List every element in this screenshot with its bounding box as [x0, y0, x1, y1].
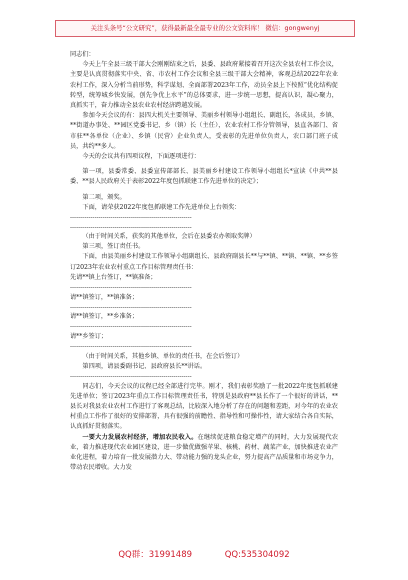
separator-line: ------------------------------------------------------------ — [70, 284, 192, 292]
separator-line: ------------------------------------------------------------ — [70, 323, 192, 331]
agenda-item: 第三项，签订责任书。 — [82, 243, 145, 251]
qq-number-text: QQ:535304092 — [224, 550, 290, 560]
paragraph: 参加今天会议的有：县四大机关主要领导、美丽乡村领导小组组长、副组长，各成员，乡镇、**街道办事处、**园区党委书记、乡（镇）长（主任），农业农村工作分管领导，县直各部门、省市驻**各单位（企业）、乡镇（民营）企业负责人，受表彰的先进单位负责人，农口部门班子成员，共约**多人。 — [70, 112, 338, 150]
agenda-note: （由于时间关系，其他乡镇、单位的责任书，在会后签订） — [82, 352, 244, 360]
agenda-item: 第四项，请县委副书记、县政府县长**讲话。 — [82, 362, 207, 370]
agenda-item: 下面，由县美丽乡村建设工作领导小组副组长、县政府副县长**与**镇、**镇、**镇、**乡签订2023年农业农村重点工作目标管理责任书： — [70, 253, 338, 271]
salutation: 同志们： — [70, 51, 95, 58]
document-body — [70, 50, 338, 473]
speech-paragraph: 同志们，今天会议的议程已经全部进行完毕。刚才，我们表彰奖励了一批2022年度包抓联建先进单位；签订2023年重点工作目标管理责任书，特别是县政府**县长作了一个很好的讲话，**县长对我县农业农村工作进行了客观总结，比较深入地分析了存在的问题和差距，对今年的农业农村重点工作作了很好的安排部署，具有很强的前瞻性、指导性和可操作性，请大家结合各自实际，认真抓好贯彻落实。 — [70, 382, 338, 431]
agenda-item: 第二项，颁奖。 — [82, 193, 126, 201]
agenda-item: 第一项，县委常委、县委宣传部部长、县美丽乡村建设工作领导小组组长*宣读《中共**县委、**县人民政府关于表彰2022年度包抓联建工作先进单位的决定》； — [70, 168, 338, 186]
agenda-item: 下面，请荣获2022年度包抓联建工作先进单位上台领奖： — [82, 203, 241, 211]
paragraph: 今天的会议共有四项议程，下面逐项进行： — [82, 153, 200, 161]
section-heading: 一要大力发展农村经济，增加农民收入。 — [82, 433, 198, 441]
separator-line: ------------------------------------------------------------ — [70, 303, 192, 311]
separator-line: ------------------------------------------------------------ — [70, 373, 192, 381]
signing-line: 请**镇签订，**镇准备； — [70, 293, 139, 301]
signing-line: 先请**镇上台签订，**镇准备； — [70, 273, 157, 281]
agenda-note: （由于时间关系，获奖的其他单位，会后在县委农办领取奖牌） — [82, 233, 256, 241]
section-text: 在继续促进粮食稳定增产的同时，大力发展现代农业，着力推进现代农业园区建设，进一步做优做强苹果、核桃、药材、蔬菜产业，加快推进农业产业化进程，着力培育一批发展潜力大、带动能力强的龙头企业，努力提高产品质量和市场竞争力，带动农民增收。大力发 — [70, 433, 339, 472]
signing-line: 请**镇签订，**乡准备； — [70, 313, 139, 321]
qq-group-text: QQ群：31991489 — [118, 550, 193, 560]
separator-line: ------------------------------------------------------------ — [70, 343, 192, 351]
signing-line: 请**乡签订； — [70, 332, 108, 340]
separator-line: ------------------------------------------------------------ — [70, 214, 192, 222]
separator-line: ------------------------------------------------------------ — [70, 223, 192, 231]
footer-contacts — [0, 548, 408, 562]
promo-banner: 关注头条号“公文研究”，获得最新最全最专业的公文资料库！ 微信：gongwenyj — [55, 20, 355, 37]
paragraph: 今天上午全县三级干部大会刚刚结束之后，县委、县政府紧接着召开这次全县农村工作会议，主要是认真贯彻落实中央、省、市农村工作会议和全县三级干部大会精神，客观总结2022年农业农村工作，深入分析当前形势，科学谋划、全面部署2023年工作，动员全县上下按照“优化结构促转型，统筹城乡快发展，创先争优上水平”的总体要求，进一步统一思想，提高认识，凝心聚力，真抓实干，奋力推动全县农业农村经济跨越发展。 — [70, 61, 338, 110]
speech-paragraph — [70, 433, 338, 474]
